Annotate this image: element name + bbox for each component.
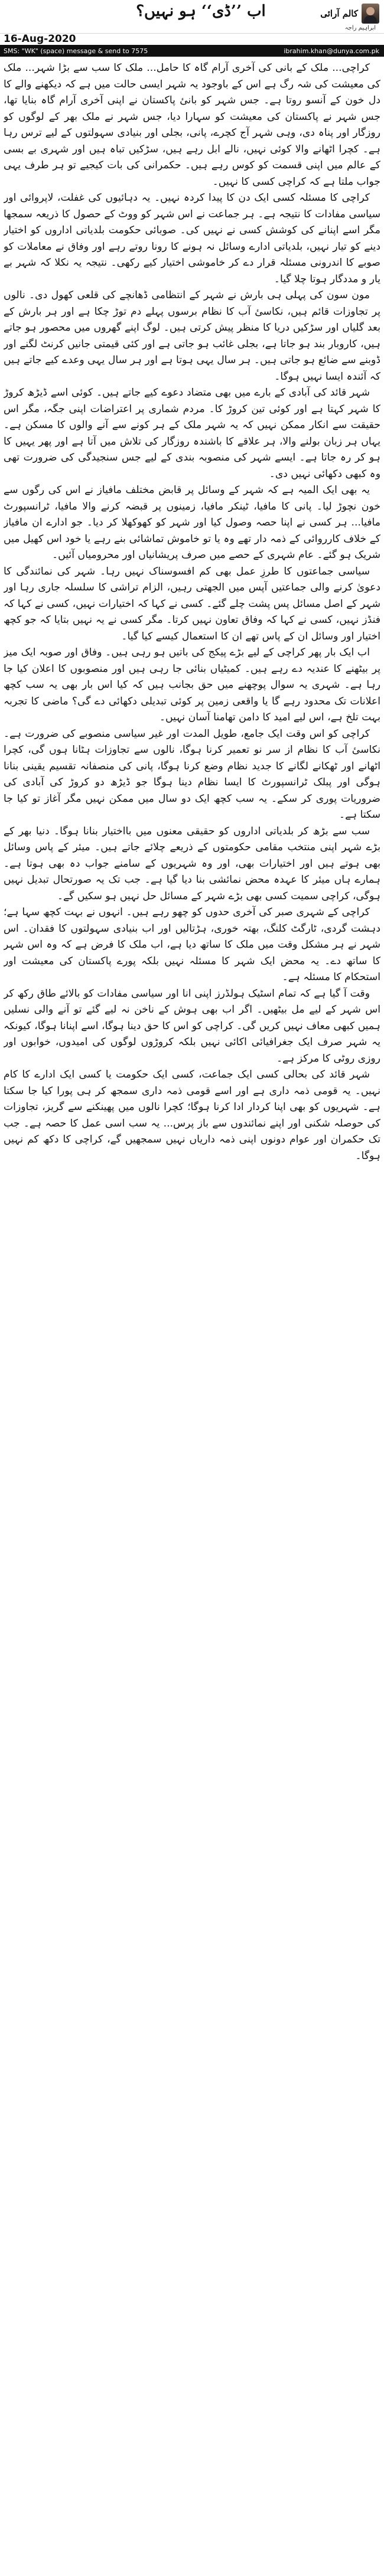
- column-badge: [310, 4, 379, 24]
- article-body: [4, 60, 380, 2572]
- article-paragraph: کراچی کا مسئلہ کسی ایک دن کا پیدا کردہ نہیں۔ یہ دہائیوں کی غفلت، لاپروائی اور سیاسی مفادات کا نتیجہ ہے۔ ہر جماعت نے اس شہر کو ووٹ کے حصول کا ذریعہ سمجھا مگر اسے اپنانے کی کوشش کسی نے نہیں کی۔ صوبائی حکومت بلدیاتی اداروں کو اختیار دینے کو تیار نہیں، بلدیاتی ادارے وسائل نہ ہونے کا رونا روتے رہے اور وفاق نے معاملات کو صوبے کا اندرونی مسئلہ قرار دے کر خاموشی اختیار کیے رکھی۔ نتیجہ یہ نکلا کہ شہر بے یار و مددگار ہوتا چلا گیا۔: [4, 192, 380, 285]
- article-paragraph: کراچی کے شہری صبر کی آخری حدوں کو چھو رہے ہیں۔ انہوں نے بہت کچھ سہا ہے؛ دہشت گردی، ٹارگٹ کلنگ، بھتہ خوری، ہڑتالیں اور اب بنیادی سہولتوں کا فقدان۔ اس شہر نے ہر مشکل وقت میں ملک کا ساتھ دیا ہے، اب ملک کا فرض ہے کہ وہ اس شہر کا ساتھ دے۔ یہ محض ایک شہر کا مسئلہ نہیں بلکہ پورے پاکستان کی معیشت اور استحکام کا مسئلہ ہے۔: [4, 906, 380, 983]
- article-paragraph: سیاسی جماعتوں کا طرزِ عمل بھی کم افسوسناک نہیں رہا۔ شہر کی نمائندگی کا دعویٰ کرنے والی جماعتیں آپس میں الجھتی رہیں، الزام تراشی کا سلسلہ جاری رہا اور شہر کے اصل مسائل پس پشت چلے گئے۔ کسی نے کہا کہ اختیارات نہیں، کسی نے کہا کہ فنڈز نہیں، کسی نے کہا کہ وفاق تعاون نہیں کرتا۔ مگر کسی نے یہ نہیں بتایا کہ جو کچھ اختیار اور وسائل ان کے پاس تھے ان کا استعمال کیسے کیا گیا۔: [4, 565, 380, 642]
- author-photo: [362, 4, 379, 24]
- article-paragraph: سب سے بڑھ کر بلدیاتی اداروں کو حقیقی معنوں میں بااختیار بنانا ہوگا۔ دنیا بھر کے بڑے شہر اپنی منتخب مقامی حکومتوں کے ذریعے چلائے جاتے ہیں۔ میئر کے پاس وسائل بھی ہوتے ہیں اور اختیارات بھی، اور وہ شہریوں کے سامنے جواب دہ بھی ہوتا ہے۔ ہمارے ہاں میئر کا عہدہ محض نمائشی بنا دیا گیا ہے۔ جب تک یہ صورتحال تبدیل نہیں ہوگی، کراچی سمیت کسی بھی بڑے شہر کے مسائل حل نہیں ہو سکیں گے۔: [4, 825, 380, 902]
- author-name: ابراہیم راجہ: [344, 25, 376, 31]
- article-paragraph: یہ بھی ایک المیہ ہے کہ شہر کے وسائل پر قابض مختلف مافیاز نے اس کی رگوں سے خون نچوڑ لیا۔ پانی کا مافیا، ٹینکر مافیا، زمینوں پر قبضہ کرنے والا مافیا، ٹرانسپورٹ مافیا... ہر کسی نے اپنا حصہ وصول کیا اور شہر کو کھوکھلا کر دیا۔ جو ادارے ان مافیاز کے خلاف کارروائی کے ذمہ دار تھے وہ یا تو خاموش تماشائی بنے رہے یا خود اس کھیل میں شریک ہو گئے۔ عام شہری کے حصے میں صرف پریشانیاں اور محرومیاں آئیں۔: [4, 484, 380, 561]
- author-email[interactable]: ibrahim.khan@dunya.com.pk: [284, 47, 379, 55]
- sms-note: SMS: "WK" (space) message & send to 7575: [4, 47, 148, 55]
- article-paragraph: اب ایک بار پھر کراچی کے لیے بڑے پیکج کی باتیں ہو رہی ہیں۔ وفاق اور صوبہ ایک میز پر بیٹھنے کا عندیہ دے رہے ہیں۔ کمیٹیاں بنائی جا رہی ہیں اور منصوبوں کا اعلان کیا جا رہا ہے۔ شہری یہ سوال پوچھنے میں حق بجانب ہیں کہ کیا اس بار بھی یہ سب کچھ اعلانات تک محدود رہے گا یا واقعی زمین پر کوئی تبدیلی دکھائی دے گی؟ ماضی کا تجربہ بہت تلخ ہے، اس لیے امید کا دامن تھامنا آسان نہیں۔: [4, 647, 380, 723]
- article-headline: اب ’’ڈی‘‘ ہو نہیں؟: [136, 2, 266, 20]
- article-paragraph: مون سون کی پہلی ہی بارش نے شہر کے انتظامی ڈھانچے کی قلعی کھول دی۔ نالوں پر تجاوزات قائم ہیں، نکاسیٔ آب کا نظام برسوں پہلے دم توڑ چکا ہے اور ہر بارش کے بعد گلیاں اور سڑکیں دریا کا منظر پیش کرتی ہیں۔ لوگ اپنے گھروں میں محصور ہو جاتے ہیں، کاروبار بند ہو جاتا ہے، بجلی غائب ہو جاتی ہے اور کئی قیمتی جانیں کرنٹ لگنے اور ڈوبنے سے ضائع ہو جاتی ہیں۔ ہر سال یہی ہوتا ہے اور ہر سال یہی وعدے کیے جاتے ہیں کہ آئندہ ایسا نہیں ہوگا۔: [4, 289, 380, 383]
- article-paragraph: شہر قائد کی آبادی کے بارے میں بھی متضاد دعوے کیے جاتے ہیں۔ کوئی اسے ڈیڑھ کروڑ کا شہر کہتا ہے اور کوئی تین کروڑ کا۔ مردم شماری پر اعتراضات اپنی جگہ، مگر اس حقیقت سے انکار ممکن نہیں کہ یہ شہر ملک کے ہر کونے سے آنے والوں کا مسکن ہے۔ یہاں ہر زبان بولنے والا، ہر علاقے کا باشندہ روزگار کی تلاش میں آتا ہے اور پھر یہیں کا ہو کر رہ جاتا ہے۔ ایسے شہر کی منصوبہ بندی کے لیے جس سنجیدگی کی ضرورت تھی وہ کبھی دکھائی نہیں دی۔: [4, 387, 380, 480]
- column-header: [0, 0, 384, 59]
- article-paragraph: شہر قائد کی بحالی کسی ایک جماعت، کسی ایک حکومت یا کسی ایک ادارے کا کام نہیں۔ یہ قومی ذمہ داری ہے اور اسے قومی ذمہ داری سمجھ کر ہی پورا کیا جا سکتا ہے۔ شہریوں کو بھی اپنا کردار ادا کرنا ہوگا؛ کچرا نالوں میں پھینکنے سے گریز، تجاوزات کی حوصلہ شکنی اور اپنے نمائندوں سے باز پرس... یہ سب اسی عمل کا حصہ ہے۔ جب تک حکمران اور عوام دونوں اپنی ذمہ داریاں نہیں سمجھیں گے، کراچی کا دکھ کم نہیں ہوگا۔: [4, 1069, 380, 1162]
- column-title: کالم آرائی: [320, 8, 358, 19]
- article-paragraph: کراچی کو اس وقت ایک جامع، طویل المدت اور غیر سیاسی منصوبے کی ضرورت ہے۔ نکاسیٔ آب کا نظام از سر نو تعمیر کرنا ہوگا، نالوں سے تجاوزات ہٹانا ہوں گی، کچرا اٹھانے اور ٹھکانے لگانے کا جدید نظام وضع کرنا ہوگا، پانی کی منصفانہ تقسیم یقینی بنانا ہوگی اور پبلک ٹرانسپورٹ کا ایسا نظام دینا ہوگا جو ڈیڑھ دو کروڑ کی آبادی کی ضروریات پوری کر سکے۔ یہ سب کچھ ایک دو سال میں ممکن نہیں مگر آغاز تو کیا جا سکتا ہے۔: [4, 727, 380, 821]
- article-paragraph: کراچی... ملک کے بانی کی آخری آرام گاہ کا حامل... ملک کا سب سے بڑا شہر... ملک کی معیشت کی شہ رگ ہے اس کے باوجود یہ شہر ایسی حالت میں ہے کہ دیکھنے والے کا دل خون کے آنسو روتا ہے۔ جس شہر کو بانیٔ پاکستان نے اپنی آخری آرام گاہ بنایا تھا، جس شہر نے پاکستان کی معیشت کو سہارا دیا، جس شہر نے ملک بھر کے لوگوں کو روزگار اور پناہ دی، وہی شہر آج کچرے، پانی، بجلی اور بنیادی سہولتوں کے لیے ترس رہا ہے۔ کچرا اٹھانے والا کوئی نہیں، نالے ابل رہے ہیں، سڑکیں تباہ ہیں اور شہری بے بسی کے عالم میں اپنی قسمت کو کوس رہے ہیں۔ حکمرانی کی بات کیجیے تو ہر طرف یہی جواب ملتا ہے کہ کراچی کسی کا نہیں۔: [4, 62, 380, 188]
- article-paragraph: وقت آ گیا ہے کہ تمام اسٹیک ہولڈرز اپنی انا اور سیاسی مفادات کو بالائے طاق رکھ کر اس شہر کے لیے مل بیٹھیں۔ اگر اب بھی ہوش کے ناخن نہ لیے گئے تو آنے والی نسلیں ہمیں کبھی معاف نہیں کریں گی۔ کراچی کو اس کا حق دینا ہوگا، اسے اپنانا ہوگا، کیونکہ یہ شہر صرف ایک جغرافیائی اکائی نہیں بلکہ کروڑوں لوگوں کی امیدوں، خوابوں اور روزی روٹی کا مرکز ہے۔: [4, 987, 380, 1065]
- publish-date: 16-Aug-2020: [4, 33, 76, 45]
